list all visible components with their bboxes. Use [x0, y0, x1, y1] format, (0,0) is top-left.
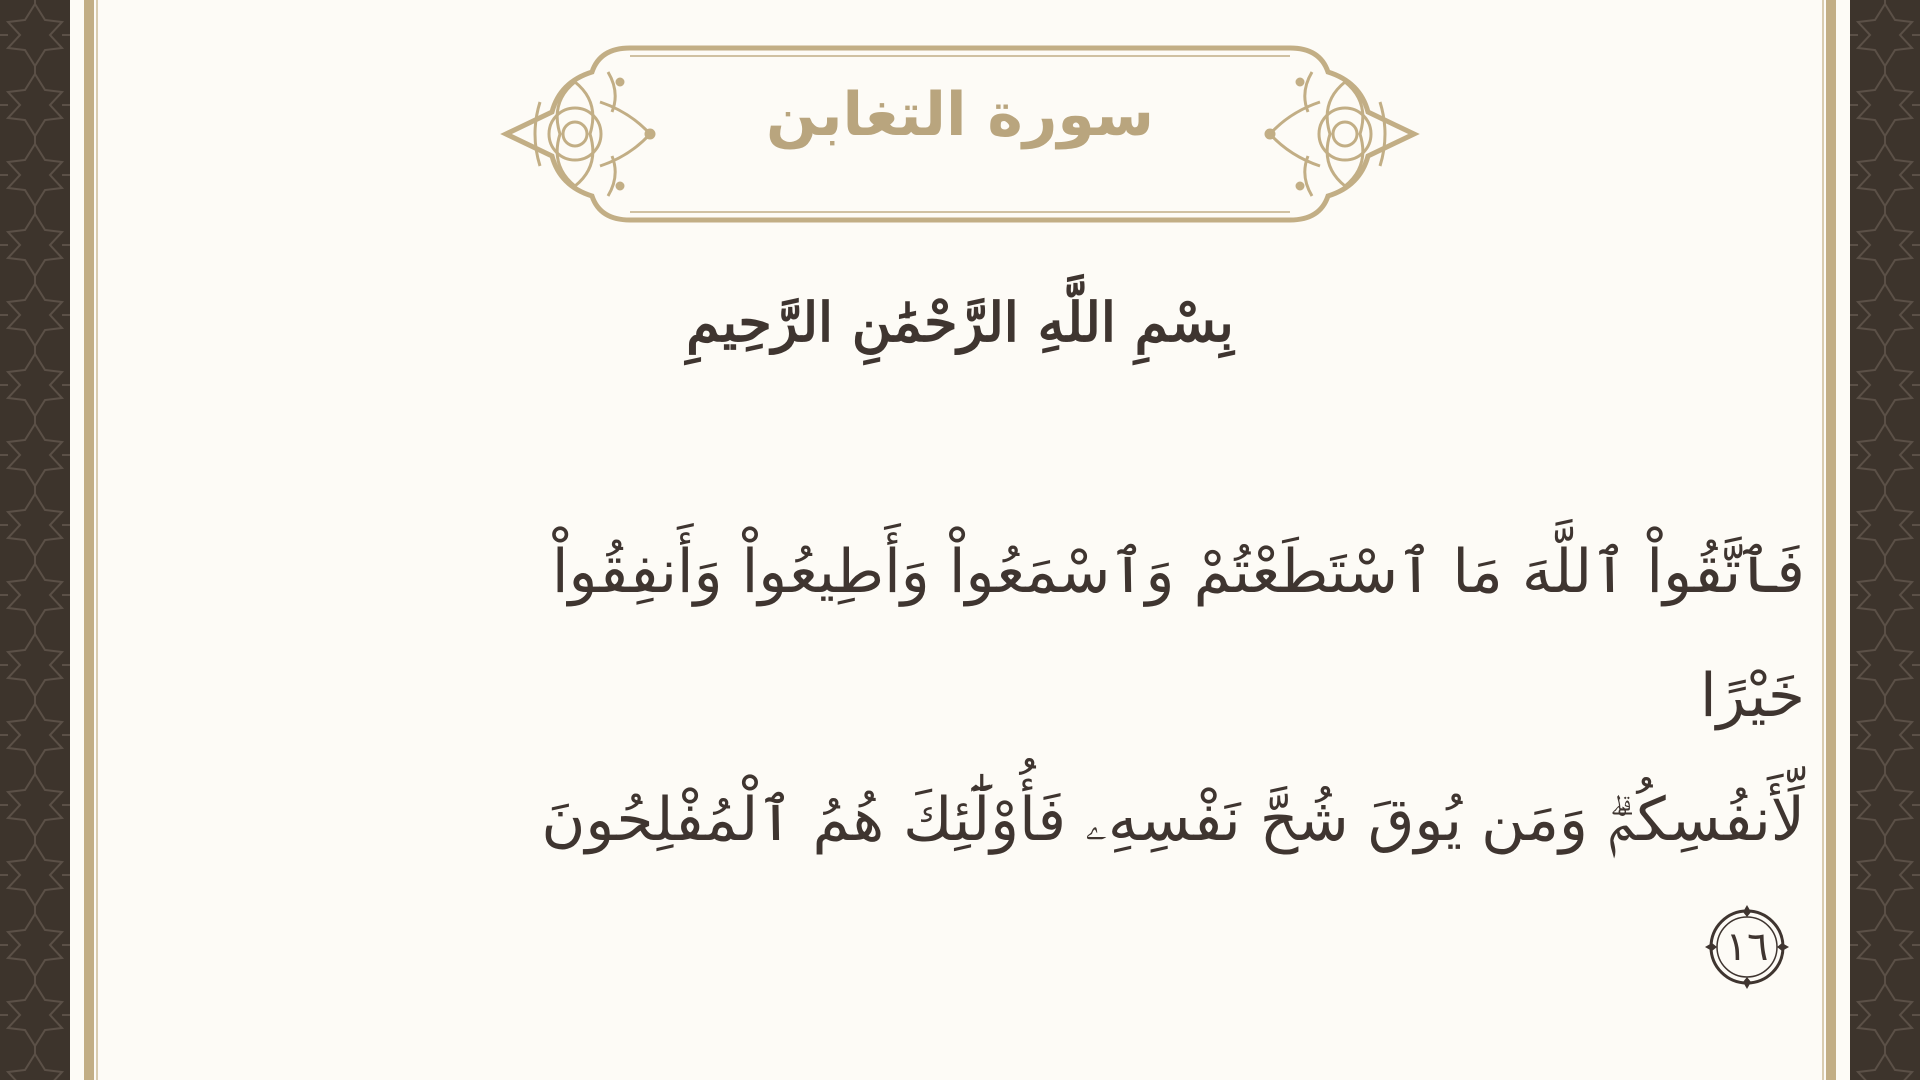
- basmala: بِسْمِ اللَّهِ الرَّحْمَٰنِ الرَّحِيمِ: [686, 290, 1234, 354]
- left-gold-rule: [84, 0, 94, 1080]
- right-ornamental-border: [1850, 0, 1920, 1080]
- right-inner-rule: [1822, 0, 1824, 1080]
- surah-title: سورة التغابن: [766, 80, 1154, 150]
- verse-line-1: فَٱتَّقُواْ ٱللَّهَ مَا ٱسْتَطَعْتُمْ وَٱسْمَعُواْ وَأَطِيعُواْ وَأَنفِقُواْ خَيْرًا: [551, 537, 1805, 731]
- verse-line-2-text: لِّأَنفُسِكُمْۗ وَمَن يُوقَ شُحَّ نَفْسِهِۦ فَأُوْلَٰٓئِكَ هُمُ ٱلْمُفْلِحُونَ: [541, 785, 1805, 855]
- surah-title-cartouche: [500, 42, 1420, 226]
- ayah-end-marker: [1703, 903, 1791, 991]
- left-inner-rule: [96, 0, 98, 1080]
- right-gold-rule: [1826, 0, 1836, 1080]
- verse-text: [455, 510, 1805, 1006]
- ayah-number: ١٦: [1725, 924, 1769, 971]
- left-ornamental-border: [0, 0, 70, 1080]
- verse-line-2: [455, 758, 1805, 1006]
